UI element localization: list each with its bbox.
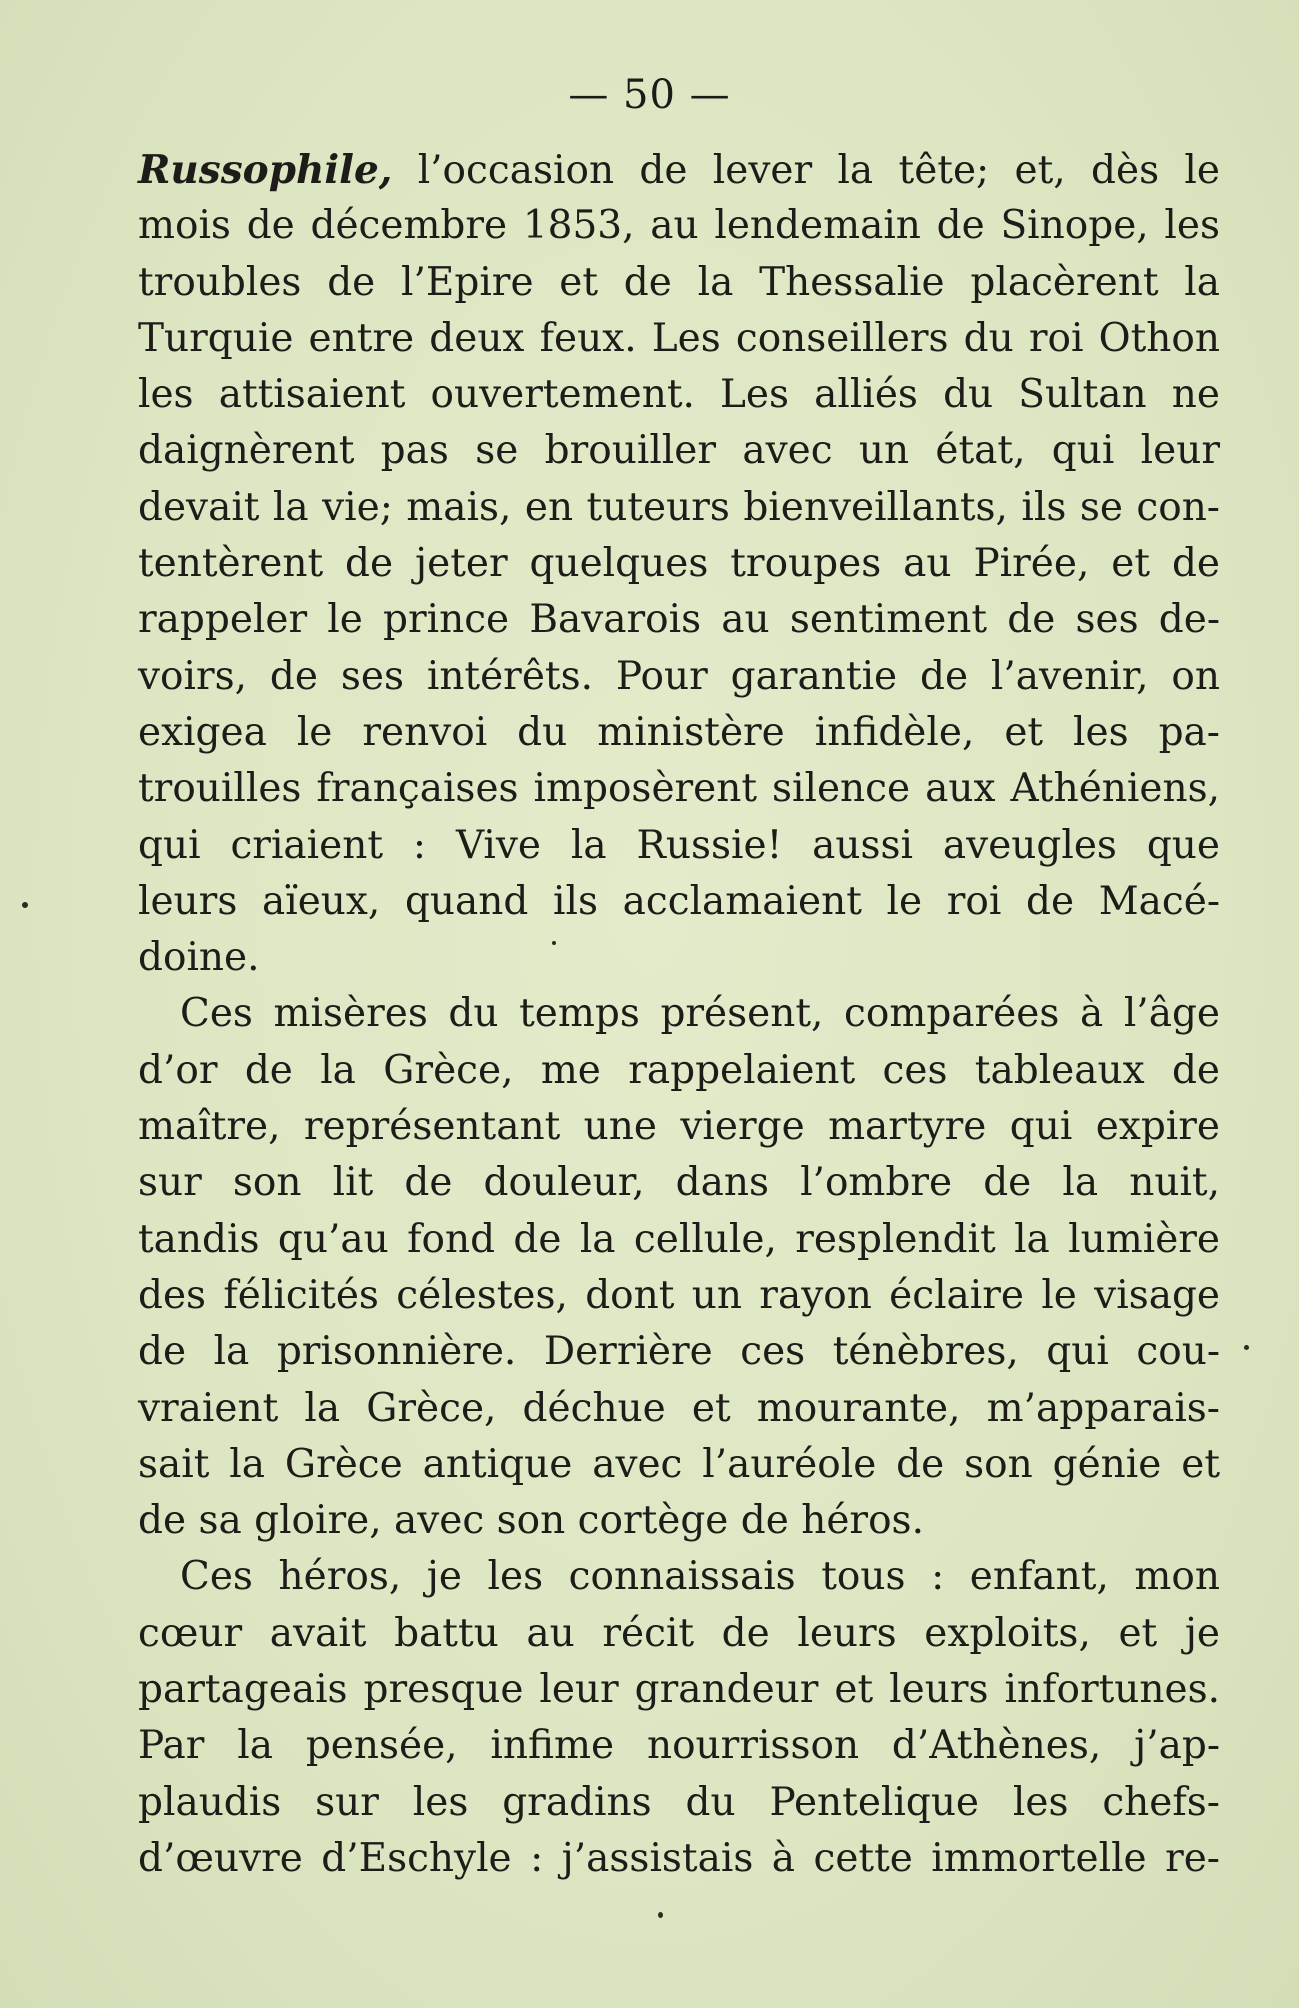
text-line: des félicités célestes, dont un rayon éclaire le visage xyxy=(138,1272,1220,1318)
italic-word: Russophile, xyxy=(138,147,393,193)
text-line: cœur avait battu au récit de leurs exploits, et je xyxy=(138,1610,1220,1656)
text-line: voirs, de ses intérêts. Pour garantie de l’avenir, on xyxy=(138,653,1220,699)
text-line: de sa gloire, avec son cortège de héros. xyxy=(138,1498,924,1544)
text-line: Par la pensée, infime nourrisson d’Athènes, j’ap- xyxy=(138,1723,1220,1769)
text-line: exigea le renvoi du ministère infidèle, et les pa- xyxy=(138,709,1220,755)
text-line: tentèrent de jeter quelques troupes au Pirée, et de xyxy=(138,541,1220,587)
scan-speck xyxy=(22,902,28,908)
text-line: partageais presque leur grandeur et leurs infortunes. xyxy=(138,1667,1220,1713)
text-line: tandis qu’au fond de la cellule, resplendit la lumière xyxy=(138,1216,1220,1262)
text-line: maître, représentant une vierge martyre qui expire xyxy=(138,1104,1220,1150)
text-line: doine. xyxy=(138,935,260,981)
text-line: Turquie entre deux feux. Les conseillers du roi Othon xyxy=(138,315,1220,361)
scan-speck xyxy=(658,1912,663,1918)
text-line: rappeler le prince Bavarois au sentiment de ses de- xyxy=(138,597,1220,643)
text-line: qui criaient : Vive la Russie! aussi aveugles que xyxy=(138,822,1220,868)
scan-speck xyxy=(1244,1345,1249,1350)
text-line: trouilles françaises imposèrent silence aux Athéniens, xyxy=(138,766,1220,812)
text-line-rest: l’occasion de lever la tête; et, dès le xyxy=(392,148,1220,193)
scan-speck xyxy=(552,941,556,945)
text-line: Ces héros, je les connaissais tous : enfant, mon xyxy=(180,1554,1220,1600)
text-line: d’or de la Grèce, me rappelaient ces tableaux de xyxy=(138,1047,1220,1093)
text-line: les attisaient ouvertement. Les alliés du Sultan ne xyxy=(138,372,1220,418)
text-line: mois de décembre 1853, au lendemain de Sinope, les xyxy=(138,203,1220,249)
text-line xyxy=(138,142,1220,198)
text-line: plaudis sur les gradins du Pentelique les chefs- xyxy=(138,1779,1220,1825)
text-line: leurs aïeux, quand ils acclamaient le roi de Macé- xyxy=(138,878,1220,924)
text-line: troubles de l’Epire et de la Thessalie placèrent la xyxy=(138,259,1220,305)
text-line: vraient la Grèce, déchue et mourante, m’apparais- xyxy=(138,1385,1220,1431)
text-line: Ces misères du temps présent, comparées à l’âge xyxy=(180,991,1220,1037)
text-line: d’œuvre d’Eschyle : j’assistais à cette immortelle re- xyxy=(138,1835,1220,1881)
text-line: de la prisonnière. Derrière ces ténèbres, qui cou- xyxy=(138,1329,1220,1375)
page-number: — 50 — xyxy=(568,72,731,118)
text-line: daignèrent pas se brouiller avec un état, qui leur xyxy=(138,428,1220,474)
body-text xyxy=(138,142,1220,1887)
text-line: sait la Grèce antique avec l’auréole de son génie et xyxy=(138,1441,1220,1487)
text-line: devait la vie; mais, en tuteurs bienveillants, ils se con- xyxy=(138,484,1220,530)
text-line: sur son lit de douleur, dans l’ombre de la nuit, xyxy=(138,1160,1220,1206)
